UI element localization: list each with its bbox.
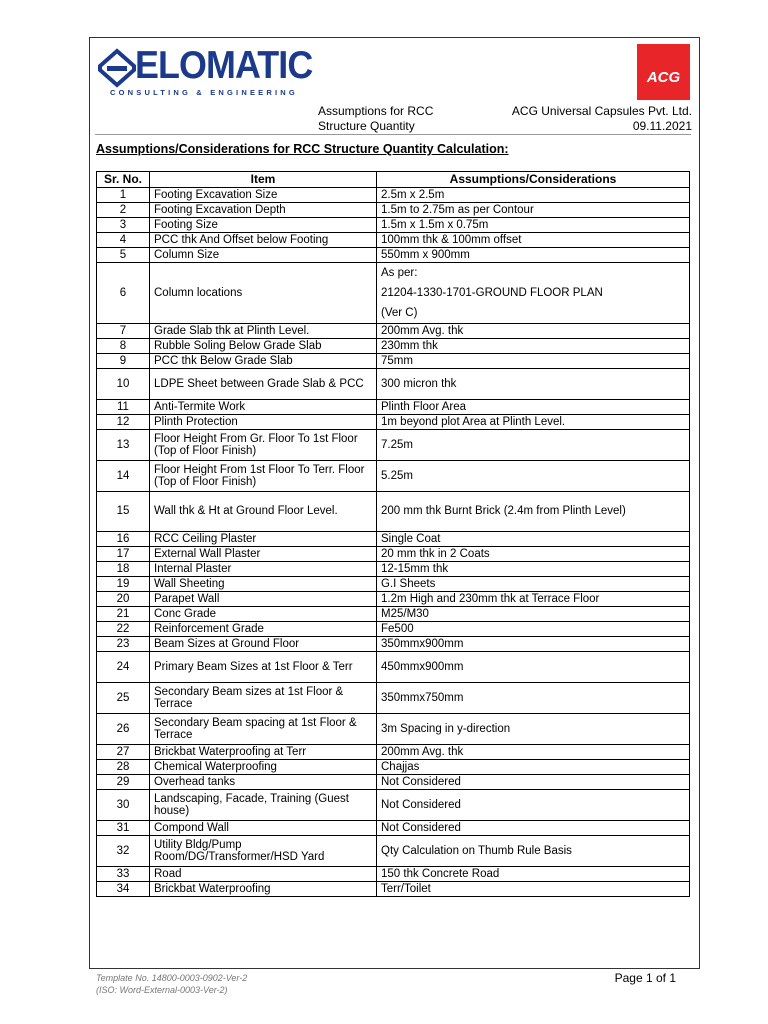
table-row <box>97 637 690 652</box>
row-sr-no: 13 <box>97 430 150 461</box>
row-value <box>377 263 690 324</box>
row-value: Single Coat <box>377 532 690 547</box>
row-sr-no: 31 <box>97 821 150 836</box>
row-value: Terr/Toilet <box>377 882 690 897</box>
section-heading: Assumptions/Considerations for RCC Structure Quantity Calculation: <box>96 142 509 156</box>
table-row <box>97 324 690 339</box>
table-row <box>97 492 690 532</box>
row-value: 75mm <box>377 354 690 369</box>
table-row <box>97 775 690 790</box>
row-item: Column Size <box>150 248 377 263</box>
logo-subtitle: CONSULTING & ENGINEERING <box>110 88 298 97</box>
row-item: Footing Size <box>150 218 377 233</box>
row-item: Parapet Wall <box>150 592 377 607</box>
row-sr-no: 34 <box>97 882 150 897</box>
table-row <box>97 400 690 415</box>
row-value: 350mmx900mm <box>377 637 690 652</box>
row-item: Wall Sheeting <box>150 577 377 592</box>
table-row <box>97 461 690 492</box>
row-item: Column locations <box>150 263 377 324</box>
row-sr-no: 11 <box>97 400 150 415</box>
row-item: Beam Sizes at Ground Floor <box>150 637 377 652</box>
row-sr-no: 5 <box>97 248 150 263</box>
table-row <box>97 745 690 760</box>
table-row <box>97 188 690 203</box>
row-item: External Wall Plaster <box>150 547 377 562</box>
row-value: Plinth Floor Area <box>377 400 690 415</box>
row-sr-no: 22 <box>97 622 150 637</box>
table-row <box>97 577 690 592</box>
table-row <box>97 882 690 897</box>
row-value: Not Considered <box>377 790 690 821</box>
row-value: Not Considered <box>377 775 690 790</box>
row-item: Compond Wall <box>150 821 377 836</box>
row-value: 1.5m x 1.5m x 0.75m <box>377 218 690 233</box>
table-header-row <box>97 172 690 188</box>
table-row <box>97 836 690 867</box>
row-value: 200mm Avg. thk <box>377 745 690 760</box>
row-sr-no: 17 <box>97 547 150 562</box>
row-sr-no: 9 <box>97 354 150 369</box>
doc-title-line1: Assumptions for RCC <box>318 104 434 118</box>
table-row <box>97 339 690 354</box>
table-row <box>97 790 690 821</box>
table-row <box>97 867 690 882</box>
row-item: Anti-Termite Work <box>150 400 377 415</box>
row-item: Footing Excavation Depth <box>150 203 377 218</box>
row-value: 1.2m High and 230mm thk at Terrace Floor <box>377 592 690 607</box>
row-value: Qty Calculation on Thumb Rule Basis <box>377 836 690 867</box>
client-info <box>512 104 692 134</box>
row-sr-no: 33 <box>97 867 150 882</box>
elomatic-logo <box>97 44 313 99</box>
row-value: G.I Sheets <box>377 577 690 592</box>
row-value: 300 micron thk <box>377 369 690 400</box>
row-sr-no: 28 <box>97 760 150 775</box>
footer-template <box>96 972 247 996</box>
table-row <box>97 652 690 683</box>
row-sr-no: 21 <box>97 607 150 622</box>
row-sr-no: 24 <box>97 652 150 683</box>
doc-title <box>318 104 433 134</box>
row-sr-no: 30 <box>97 790 150 821</box>
template-number: Template No. 14800-0003-0902-Ver-2 <box>96 973 248 983</box>
row-sr-no: 2 <box>97 203 150 218</box>
row-sr-no: 15 <box>97 492 150 532</box>
row-sr-no: 26 <box>97 714 150 745</box>
table-row <box>97 562 690 577</box>
row-value: 350mmx750mm <box>377 683 690 714</box>
row-item: Brickbat Waterproofing at Terr <box>150 745 377 760</box>
client-name: ACG Universal Capsules Pvt. Ltd. <box>511 104 692 118</box>
row-value: 450mmx900mm <box>377 652 690 683</box>
table-row <box>97 430 690 461</box>
row-item: Floor Height From 1st Floor To Terr. Floor (Top of Floor Finish) <box>150 461 377 492</box>
row-item: Secondary Beam spacing at 1st Floor & Terrace <box>150 714 377 745</box>
row-sr-no: 20 <box>97 592 150 607</box>
row-value: 550mm x 900mm <box>377 248 690 263</box>
row-item: PCC thk Below Grade Slab <box>150 354 377 369</box>
row-sr-no: 27 <box>97 745 150 760</box>
row-item: Internal Plaster <box>150 562 377 577</box>
table-row <box>97 607 690 622</box>
row-value: 1.5m to 2.75m as per Contour <box>377 203 690 218</box>
row-item: Chemical Waterproofing <box>150 760 377 775</box>
row-item: Secondary Beam sizes at 1st Floor & Terrace <box>150 683 377 714</box>
table-row <box>97 532 690 547</box>
elomatic-logo-icon <box>97 48 137 88</box>
row-sr-no: 12 <box>97 415 150 430</box>
row-sr-no: 32 <box>97 836 150 867</box>
row-item: RCC Ceiling Plaster <box>150 532 377 547</box>
row-sr-no: 10 <box>97 369 150 400</box>
row-sr-no: 6 <box>97 263 150 324</box>
row-value: Not Considered <box>377 821 690 836</box>
row-sr-no: 25 <box>97 683 150 714</box>
row-value: Chajjas <box>377 760 690 775</box>
table-row <box>97 683 690 714</box>
row-value-line: As per: <box>381 267 418 279</box>
table-row <box>97 263 690 324</box>
assumptions-table <box>96 171 690 897</box>
row-item: LDPE Sheet between Grade Slab & PCC <box>150 369 377 400</box>
doc-title-line2: Structure Quantity <box>318 119 415 133</box>
row-item: Reinforcement Grade <box>150 622 377 637</box>
table-row <box>97 821 690 836</box>
table-row <box>97 233 690 248</box>
row-value: 100mm thk & 100mm offset <box>377 233 690 248</box>
row-value: 5.25m <box>377 461 690 492</box>
row-item: Utility Bldg/Pump Room/DG/Transformer/HSD Yard <box>150 836 377 867</box>
row-value: 7.25m <box>377 430 690 461</box>
col-header-value: Assumptions/Considerations <box>377 172 690 188</box>
row-value: 150 thk Concrete Road <box>377 867 690 882</box>
row-value: 12-15mm thk <box>377 562 690 577</box>
row-item: Landscaping, Facade, Training (Guest house) <box>150 790 377 821</box>
table-row <box>97 714 690 745</box>
row-sr-no: 16 <box>97 532 150 547</box>
row-sr-no: 1 <box>97 188 150 203</box>
row-item: Conc Grade <box>150 607 377 622</box>
row-sr-no: 19 <box>97 577 150 592</box>
row-item: Grade Slab thk at Plinth Level. <box>150 324 377 339</box>
row-item: Road <box>150 867 377 882</box>
row-item: Primary Beam Sizes at 1st Floor & Terr <box>150 652 377 683</box>
row-sr-no: 14 <box>97 461 150 492</box>
row-value: Fe500 <box>377 622 690 637</box>
table-row <box>97 203 690 218</box>
row-item: Brickbat Waterproofing <box>150 882 377 897</box>
table-row <box>97 622 690 637</box>
row-value-line: 21204-1330-1701-GROUND FLOOR PLAN <box>381 287 603 299</box>
row-sr-no: 3 <box>97 218 150 233</box>
table-row <box>97 592 690 607</box>
table-row <box>97 760 690 775</box>
table-row <box>97 369 690 400</box>
col-header-sr: Sr. No. <box>97 172 150 188</box>
row-item: Wall thk & Ht at Ground Floor Level. <box>150 492 377 532</box>
row-sr-no: 7 <box>97 324 150 339</box>
row-item: PCC thk And Offset below Footing <box>150 233 377 248</box>
acg-logo: ACG <box>637 44 690 100</box>
row-value: 200 mm thk Burnt Brick (2.4m from Plinth Level) <box>377 492 690 532</box>
row-value: 200mm Avg. thk <box>377 324 690 339</box>
row-item: Footing Excavation Size <box>150 188 377 203</box>
col-header-item: Item <box>150 172 377 188</box>
iso-reference: (ISO: Word-External-0003-Ver-2) <box>96 985 228 995</box>
row-sr-no: 4 <box>97 233 150 248</box>
page-number: Page 1 of 1 <box>614 971 676 985</box>
row-value: 3m Spacing in y-direction <box>377 714 690 745</box>
table-row <box>97 354 690 369</box>
table-row <box>97 415 690 430</box>
row-sr-no: 23 <box>97 637 150 652</box>
row-value: 230mm thk <box>377 339 690 354</box>
table-row <box>97 218 690 233</box>
row-sr-no: 8 <box>97 339 150 354</box>
row-value: 1m beyond plot Area at Plinth Level. <box>377 415 690 430</box>
row-item: Overhead tanks <box>150 775 377 790</box>
table-row <box>97 547 690 562</box>
row-item: Plinth Protection <box>150 415 377 430</box>
row-sr-no: 18 <box>97 562 150 577</box>
row-value: 2.5m x 2.5m <box>377 188 690 203</box>
row-value: 20 mm thk in 2 Coats <box>377 547 690 562</box>
row-item: Floor Height From Gr. Floor To 1st Floor (Top of Floor Finish) <box>150 430 377 461</box>
row-value: M25/M30 <box>377 607 690 622</box>
logo-text: ELOMATIC <box>135 44 313 87</box>
row-item: Rubble Soling Below Grade Slab <box>150 339 377 354</box>
row-value-line: (Ver C) <box>381 307 418 319</box>
doc-date: 09.11.2021 <box>632 119 692 133</box>
row-sr-no: 29 <box>97 775 150 790</box>
header-divider <box>95 134 691 135</box>
table-row <box>97 248 690 263</box>
